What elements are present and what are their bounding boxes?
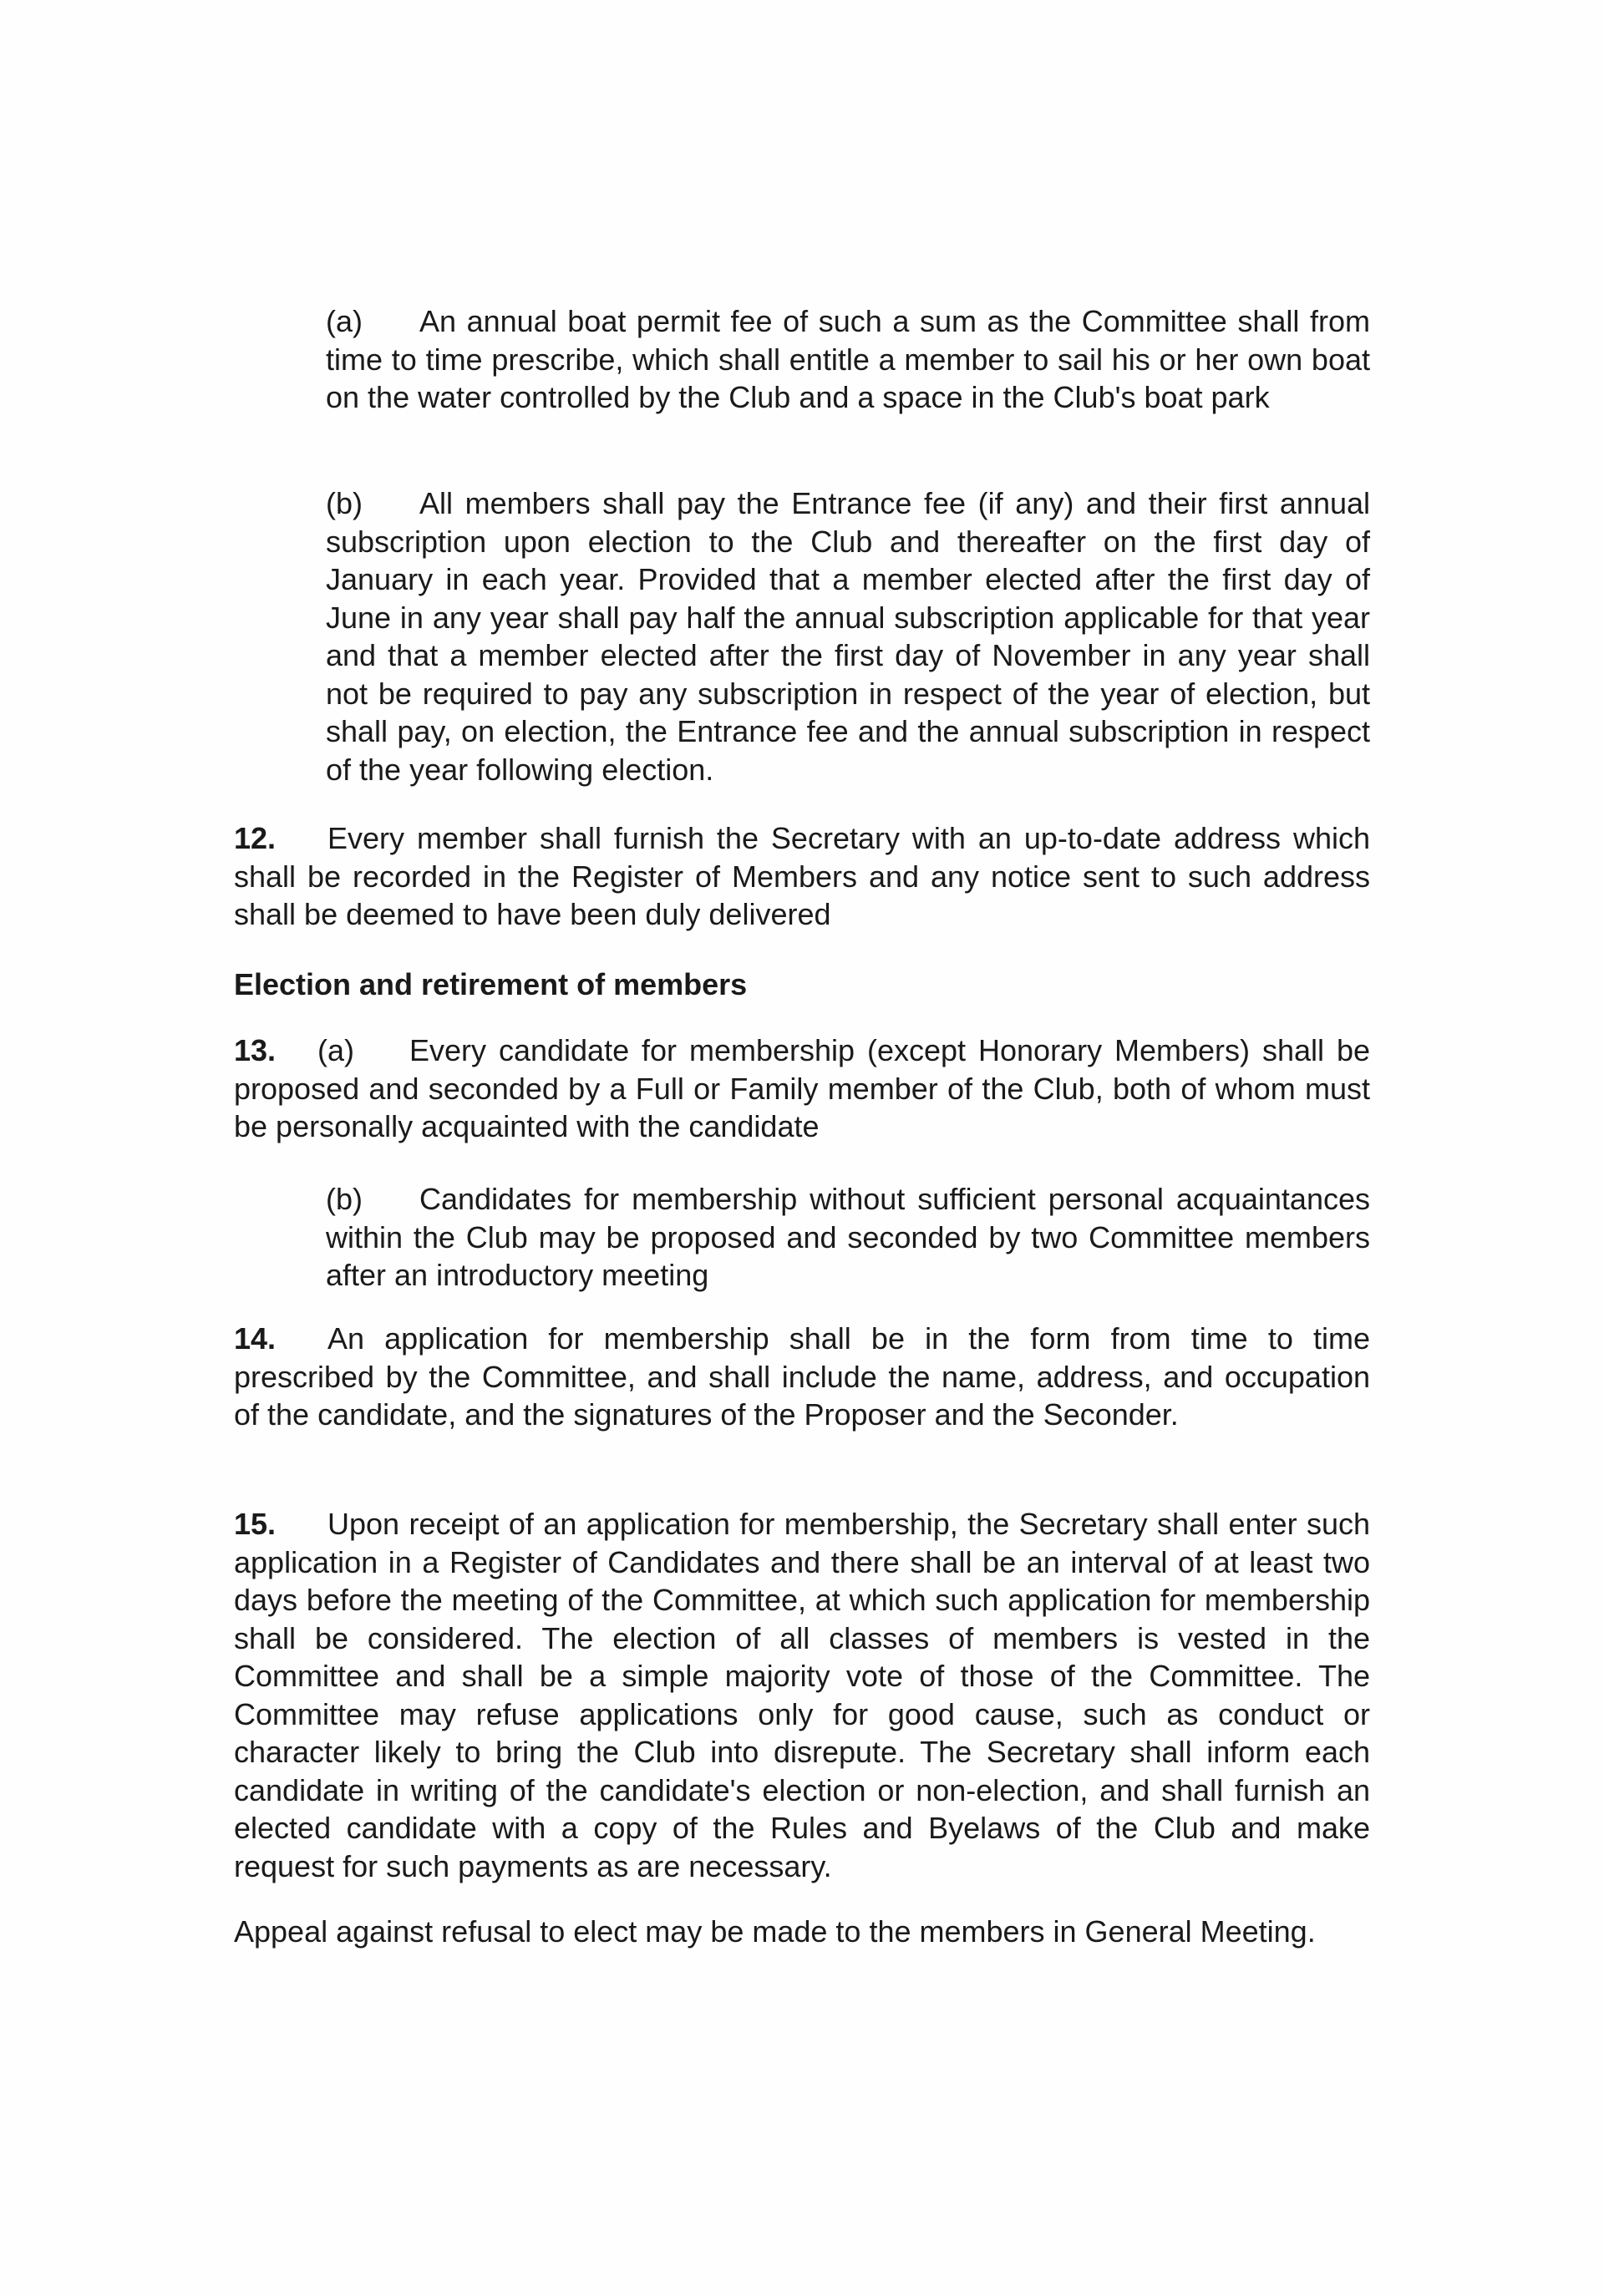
section-heading: Election and retirement of members <box>234 967 748 1001</box>
paragraph-text: Candidates for membership without sufficient personal acquaintances within the Club may be proposed and seconded by two Committee members after an introductory meeting <box>326 1182 1370 1292</box>
paragraph-11a <box>326 302 1370 417</box>
paragraph-text: Upon receipt of an application for membership, the Secretary shall enter such application in a Register of Candidates and there shall be an interval of at least two days before the meeting of the Committee, at which such application for membership shall be considered. The election of all classes of members is vested in the Committee and shall be a simple majority vote of those of the Committee. The Committee may refuse applications only for good cause, such as conduct or character likely to bring the Club into disrepute. The Secretary shall inform each candidate in writing of the candidate's election or non-election, and shall furnish an elected candidate with a copy of the Rules and Byelaws of the Club and make request for such payments as are necessary. <box>234 1507 1370 1883</box>
paragraph-text: An application for membership shall be in the form from time to time prescribed by the Committee, and shall include the name, address, and occupation of the candidate, and the signatures of the Proposer and the Seconder. <box>234 1321 1370 1432</box>
paragraph-11b <box>326 484 1370 788</box>
paragraph-text: Every member shall furnish the Secretary with an up-to-date address which shall be recorded in the Register of Members and any notice sent to such address shall be deemed to have been duly delivered <box>234 821 1370 931</box>
appeal-paragraph <box>234 1913 1370 1951</box>
paragraph-13a <box>234 1031 1370 1146</box>
subclause-label: (a) <box>326 304 363 338</box>
clause-number: 13. <box>234 1033 277 1067</box>
subclause-label: (b) <box>326 1182 363 1216</box>
paragraph-text: All members shall pay the Entrance fee (if any) and their first annual subscription upon election to the Club and thereafter on the first day of January in each year. Provided that a member elected after the first day of June in any year shall pay half the annual subscription applicable for that year and that a member elected after the first day of November in any year shall not be required to pay any subscription in respect of the year of election, but shall pay, on election, the Entrance fee and the annual subscription in respect of the year following election. <box>326 486 1370 787</box>
paragraph-13b <box>326 1180 1370 1295</box>
paragraph-14 <box>234 1320 1370 1434</box>
paragraph-text: Every candidate for membership (except Honorary Members) shall be proposed and seconded by a Full or Family member of the Club, both of whom must be personally acquainted with the candidate <box>234 1033 1370 1143</box>
paragraph-12 <box>234 819 1370 934</box>
clause-number: 14. <box>234 1321 277 1356</box>
paragraph-15 <box>234 1505 1370 1885</box>
clause-number: 15. <box>234 1507 277 1541</box>
paragraph-text: An annual boat permit fee of such a sum as the Committee shall from time to time prescribe, which shall entitle a member to sail his or her own boat on the water controlled by the Club and a space in the Club's boat park <box>326 304 1370 414</box>
subclause-label: (b) <box>326 486 363 520</box>
paragraph-text: Appeal against refusal to elect may be made to the members in General Meeting. <box>234 1914 1316 1949</box>
subclause-label: (a) <box>317 1033 354 1067</box>
clause-number: 12. <box>234 821 277 855</box>
